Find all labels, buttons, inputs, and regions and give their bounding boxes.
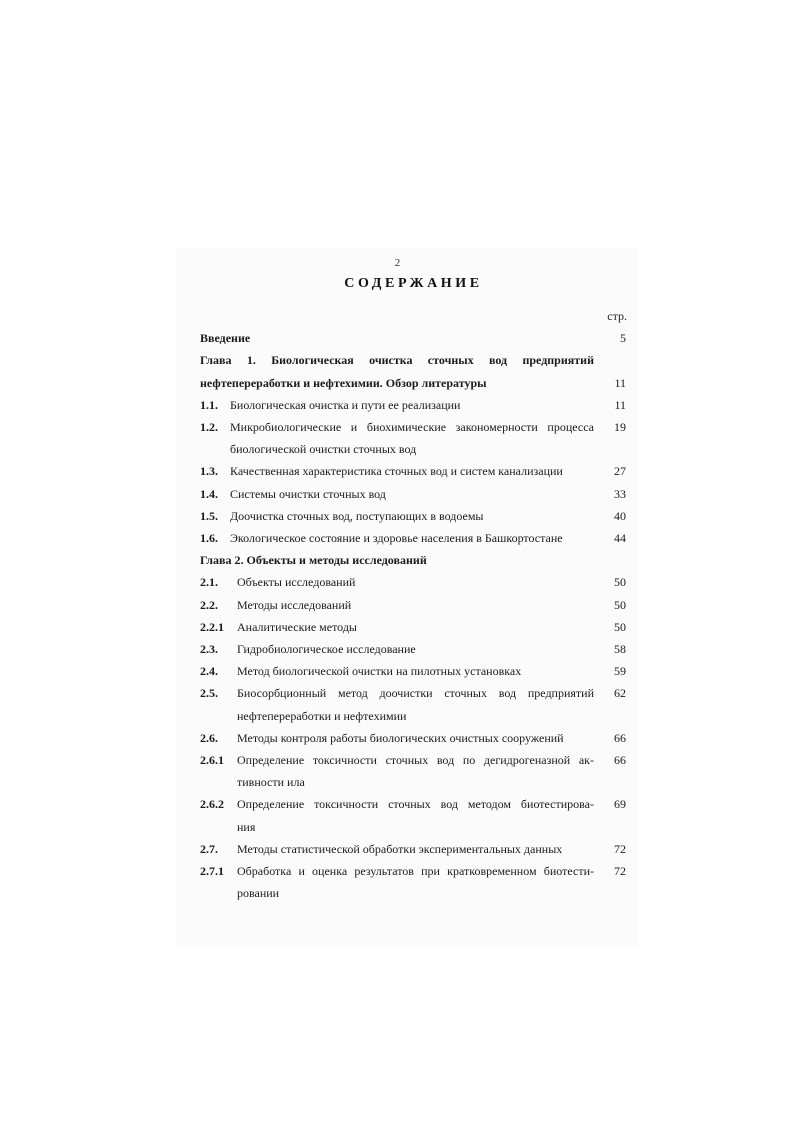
toc-entry-number: 1.5.: [200, 508, 218, 523]
toc-entry-page: 50: [614, 597, 626, 612]
toc-entry-number: 2.2.1: [200, 619, 224, 634]
toc-entry-page: 59: [614, 664, 626, 679]
toc-entry-page: 58: [614, 642, 626, 657]
toc-entry-line: [200, 749, 630, 771]
toc-entry-text: Обработка и оценка результатов при кратковременном биотести-: [237, 864, 594, 879]
toc-entry-text: Методы контроля работы биологических очистных сооружений: [237, 730, 564, 745]
toc-entry-page: 11: [614, 375, 626, 390]
toc-entry-text: Качественная характеристика сточных вод и систем канализации: [230, 464, 563, 479]
toc-entry-text: Введение: [200, 331, 251, 346]
toc-entry-line: [200, 483, 630, 505]
toc-entry-line: [200, 460, 630, 482]
toc-chapter-line: [200, 549, 630, 571]
toc-entry-page: 50: [614, 575, 626, 590]
toc-entry-page: 72: [614, 864, 626, 879]
toc-entry-text: ния: [237, 819, 256, 834]
toc-chapter-line: [200, 349, 630, 371]
toc-entry-number: 1.2.: [200, 420, 218, 435]
toc-entry-number: 2.7.: [200, 841, 218, 856]
toc-entry-text: ровании: [237, 886, 280, 901]
toc-entry-number: 2.4.: [200, 664, 218, 679]
toc-entry-number: 2.6.2: [200, 797, 224, 812]
toc-entry-number: 2.2.: [200, 597, 218, 612]
toc-entry-line: [200, 394, 630, 416]
toc-entry-number: 1.3.: [200, 464, 218, 479]
toc-entry-line: [200, 638, 630, 660]
toc-entry-text: Биологическая очистка и пути ее реализации: [230, 397, 461, 412]
toc-entry-page: 50: [614, 619, 626, 634]
toc-chapter-line: [200, 372, 630, 394]
toc-entry-page: 40: [614, 508, 626, 523]
toc-entry-text: Экологическое состояние и здоровье населения в Башкортостане: [230, 531, 563, 546]
toc-entry-text: Объекты исследований: [237, 575, 356, 590]
toc-entry-number: 2.6.: [200, 730, 218, 745]
toc-entry-line: [200, 771, 630, 793]
table-of-contents: [200, 305, 630, 904]
toc-entry-number: 2.1.: [200, 575, 218, 590]
toc-entry-page: 66: [614, 730, 626, 745]
toc-entry-line: [200, 860, 630, 882]
toc-entry-page: 11: [614, 397, 626, 412]
toc-entry-number: 1.6.: [200, 531, 218, 546]
toc-entry-line: [200, 838, 630, 860]
toc-entry-line: [200, 816, 630, 838]
toc-entry-text: Определение токсичности сточных вод методом биотестирова-: [237, 797, 594, 812]
toc-entry-number: 2.6.1: [200, 753, 224, 768]
toc-entry-text: Микробиологические и биохимические закономерности процесса: [230, 420, 594, 435]
toc-entry-number: 2.5.: [200, 686, 218, 701]
toc-chapter-line: [200, 327, 630, 349]
toc-entry-line: [200, 882, 630, 904]
toc-entry-line: [200, 571, 630, 593]
toc-entry-text: Доочистка сточных вод, поступающих в водоемы: [230, 508, 484, 523]
toc-entry-page: 33: [614, 486, 626, 501]
toc-entry-line: [200, 705, 630, 727]
toc-entry-text: Биосорбционный метод доочистки сточных вод предприятий: [237, 686, 594, 701]
toc-entry-number: 1.1.: [200, 397, 218, 412]
toc-entry-page: 5: [620, 331, 626, 346]
toc-entry-line: [200, 682, 630, 704]
toc-entry-text: Метод биологической очистки на пилотных установках: [237, 664, 522, 679]
toc-rows: [200, 327, 630, 904]
toc-entry-text: Методы статистической обработки экспериментальных данных: [237, 841, 563, 856]
toc-entry-text: Глава 2. Объекты и методы исследований: [200, 553, 427, 568]
toc-entry-line: [200, 594, 630, 616]
toc-entry-line: [200, 416, 630, 438]
toc-entry-page: 66: [614, 753, 626, 768]
toc-entry-line: [200, 616, 630, 638]
page-number: 2: [394, 257, 401, 269]
toc-entry-line: [200, 727, 630, 749]
toc-entry-page: 27: [614, 464, 626, 479]
toc-entry-text: нефтепереработки и нефтехимии. Обзор литературы: [200, 375, 487, 390]
toc-entry-line: [200, 505, 630, 527]
toc-entry-text: биологической очистки сточных вод: [230, 442, 417, 457]
page-column-label: стр.: [607, 309, 627, 323]
toc-entry-text: Гидробиологическое исследование: [237, 642, 416, 657]
toc-entry-text: нефтепереработки и нефтехимии: [237, 708, 407, 723]
page-title: СОДЕРЖАНИЕ: [344, 276, 483, 291]
toc-entry-page: 69: [614, 797, 626, 812]
toc-entry-page: 62: [614, 686, 626, 701]
toc-entry-page: 19: [614, 420, 626, 435]
toc-entry-text: тивности ила: [237, 775, 305, 790]
toc-entry-number: 2.7.1: [200, 864, 224, 879]
toc-entry-line: [200, 438, 630, 460]
toc-entry-number: 2.3.: [200, 642, 218, 657]
toc-entry-text: Методы исследований: [237, 597, 352, 612]
toc-entry-number: 1.4.: [200, 486, 218, 501]
toc-entry-text: Определение токсичности сточных вод по дегидрогеназной ак-: [237, 753, 594, 768]
toc-entry-page: 72: [614, 841, 626, 856]
toc-entry-text: Системы очистки сточных вод: [230, 486, 386, 501]
toc-entry-text: Аналитические методы: [237, 619, 357, 634]
toc-entry-page: 44: [614, 531, 626, 546]
toc-entry-line: [200, 660, 630, 682]
toc-entry-line: [200, 793, 630, 815]
toc-entry-line: [200, 527, 630, 549]
toc-entry-text: Глава 1. Биологическая очистка сточных вод предприятий: [200, 353, 594, 368]
